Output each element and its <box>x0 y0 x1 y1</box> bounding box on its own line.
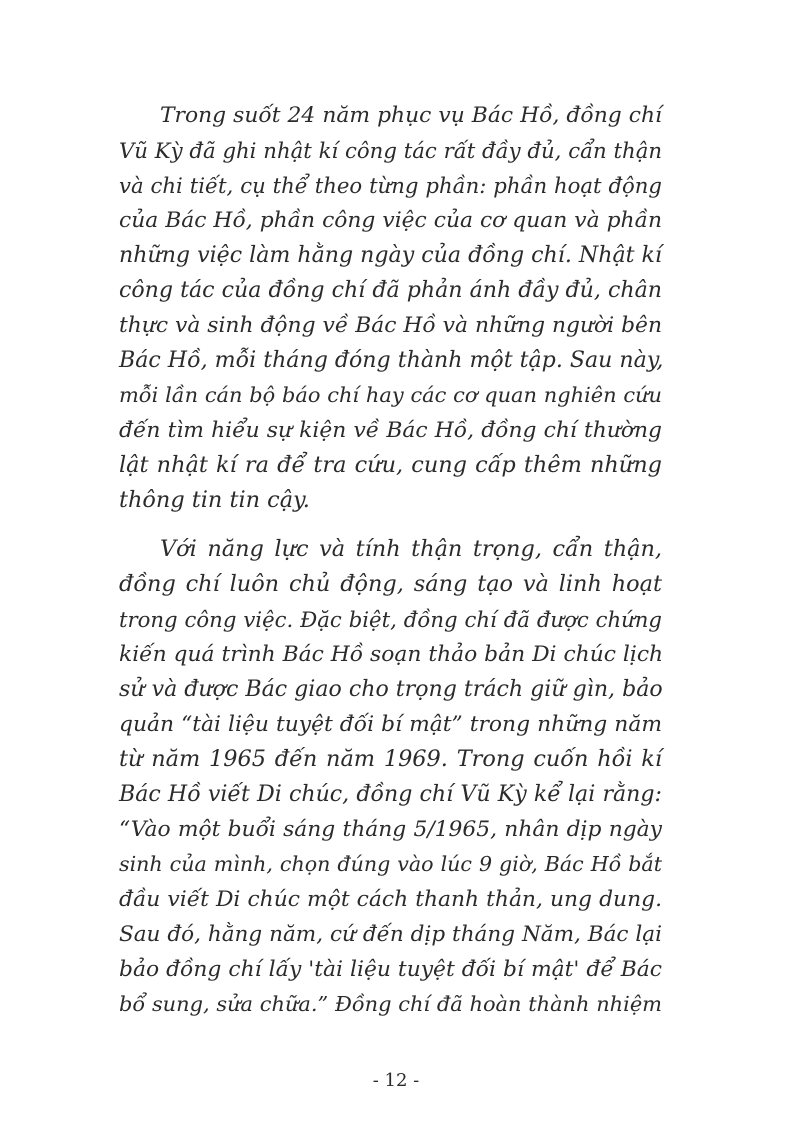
page-number: - 12 - <box>372 1070 420 1091</box>
paragraph-line: quản “tài liệu tuyệt đối bí mật” trong những năm <box>119 712 662 737</box>
paragraph-line: sử và được Bác giao cho trọng trách giữ gìn, bảo <box>119 676 663 702</box>
paragraph-2 <box>119 532 662 1022</box>
paragraph-line: Bác Hồ viết Di chúc, đồng chí Vũ Kỳ kể lại rằng: <box>119 781 662 807</box>
paragraph-line: đồng chí luôn chủ động, sáng tạo và linh hoạt <box>119 571 662 597</box>
paragraph-line: Sau đó, hằng năm, cứ đến dịp tháng Năm, Bác lại <box>119 922 662 947</box>
paragraph-line: bảo đồng chí lấy 'tài liệu tuyệt đối bí mật' để Bác <box>119 957 662 982</box>
paragraph-line: và chi tiết, cụ thể theo từng phần: phần hoạt động <box>119 173 662 198</box>
paragraph-line: Bác Hồ, mỗi tháng đóng thành một tập. Sau này, <box>119 347 664 373</box>
body-text <box>119 98 662 1022</box>
paragraph-line: đến tìm hiểu sự kiện về Bác Hồ, đồng chí thường <box>119 418 662 443</box>
paragraph-line: của Bác Hồ, phần công việc của cơ quan và phần <box>119 208 662 233</box>
paragraph-line: kiến quá trình Bác Hồ soạn thảo bản Di chúc lịch <box>119 642 664 667</box>
paragraph-line: lật nhật kí ra để tra cứu, cung cấp thêm những <box>119 452 662 478</box>
paragraph-line: Với năng lực và tính thận trọng, cẩn thận, <box>160 536 662 562</box>
paragraph-line: “Vào một buổi sáng tháng 5/1965, nhân dịp ngày <box>119 817 662 842</box>
paragraph-1 <box>119 98 662 518</box>
paragraph-line: công tác của đồng chí đã phản ánh đầy đủ, chân <box>119 277 662 303</box>
paragraph-line: bổ sung, sửa chữa.” Đồng chí đã hoàn thành nhiệm <box>119 992 662 1016</box>
paragraph-line: đầu viết Di chúc một cách thanh thản, ung dung. <box>119 887 662 912</box>
paragraph-line: sinh của mình, chọn đúng vào lúc 9 giờ, Bác Hồ bắt <box>119 852 662 876</box>
paragraph-line: thực và sinh động về Bác Hồ và những người bên <box>119 313 662 338</box>
paragraph-line: Vũ Kỳ đã ghi nhật kí công tác rất đầy đủ, cẩn thận <box>119 138 662 163</box>
paragraph-line: Trong suốt 24 năm phục vụ Bác Hồ, đồng chí <box>160 103 662 128</box>
paragraph-line: trong công việc. Đặc biệt, đồng chí đã được chứng <box>119 607 662 632</box>
paragraph-line: thông tin tin cậy. <box>119 487 310 513</box>
paragraph-line: những việc làm hằng ngày của đồng chí. Nhật kí <box>119 242 662 268</box>
paragraph-line: mỗi lần cán bộ báo chí hay các cơ quan nghiên cứu <box>119 383 662 407</box>
paragraph-line: từ năm 1965 đến năm 1969. Trong cuốn hồi kí <box>119 746 662 772</box>
paragraph-spacer <box>119 518 662 532</box>
